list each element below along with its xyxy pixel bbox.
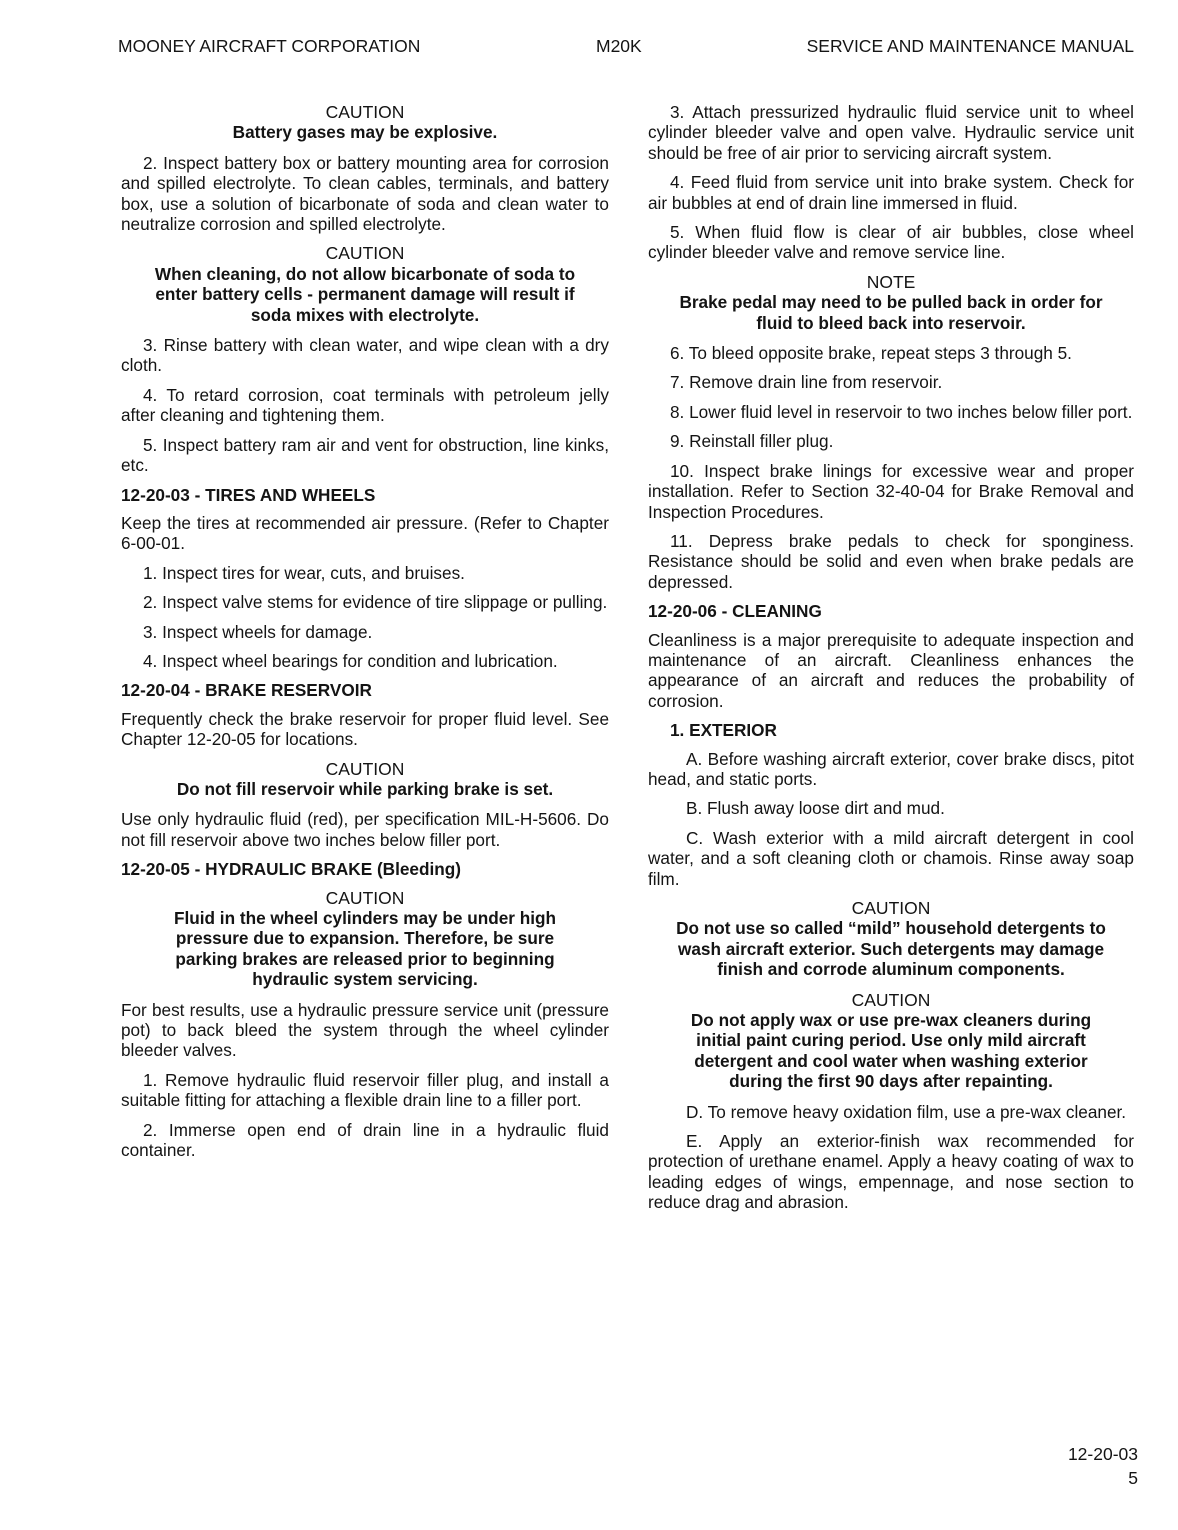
caution-text: Fluid in the wheel cylinders may be under high pressure due to expansion. Therefore, be sure parking brakes are released prior to beginning hydraulic system servicing. [173,908,556,990]
caution-text: Do not fill reservoir while parking brake is set. [176,778,554,799]
bleeding-step: 9. Reinstall filler plug. [670,431,834,452]
caution-title: CAUTION [851,898,931,918]
exterior-step: C. Wash exterior with a mild aircraft detergent in cool water, and a soft cleaning cloth or chamois. Rinse away soap film. [648,827,1134,889]
caution-title: CAUTION [325,243,405,264]
section-heading-cleaning: 12-20-06 - CLEANING [648,601,822,622]
bleeding-step: 2. Immerse open end of drain line in a hydraulic fluid container. [121,1119,609,1161]
left-column [121,102,609,1169]
caution-title: CAUTION [325,758,405,779]
footer-section-number: 12-20-03 [1067,1444,1138,1464]
caution-text: Battery gases may be explosive. [232,122,498,143]
caution-bicarbonate [121,243,609,325]
exterior-step: A. Before washing aircraft exterior, cover brake discs, pitot head, and static ports. [648,748,1134,789]
battery-step-5: 5. Inspect battery ram air and vent for obstruction, line kinks, etc. [121,434,609,476]
bleeding-step: 10. Inspect brake linings for excessive wear and proper installation. Refer to Section 32-40-04 for Brake Removal and Inspection Procedures. [648,460,1134,522]
reservoir-fluid-spec: Use only hydraulic fluid (red), per specification MIL-H-5606. Do not fill reservoir above two inches below filler port. [121,809,609,850]
bleeding-step: 7. Remove drain line from reservoir. [670,372,943,393]
caution-text: Do not use so called “mild” household detergents to wash aircraft exterior. Such detergents may damage finish and corrode aluminum components. [676,918,1106,980]
caution-battery-gases [121,102,609,143]
caution-household-detergents [648,898,1134,980]
caution-title: CAUTION [325,887,405,908]
header-company: MOONEY AIRCRAFT CORPORATION [118,36,421,56]
battery-step-3: 3. Rinse battery with clean water, and wipe clean with a dry cloth. [121,335,609,376]
tires-step: 3. Inspect wheels for damage. [143,621,373,642]
section-heading-brake-reservoir: 12-20-04 - BRAKE RESERVOIR [121,680,372,701]
bleeding-step: 3. Attach pressurized hydraulic fluid service unit to wheel cylinder bleeder valve and open valve. Hydraulic service unit should be free of air prior to servicing aircraft system. [648,102,1134,163]
caution-parking-brake [121,759,609,800]
bleeding-intro: For best results, use a hydraulic pressure service unit (pressure pot) to back bleed the system through the wheel cylinder bleeder valves. [121,999,609,1061]
exterior-step: E. Apply an exterior-finish wax recommended for protection of urethane enamel. Apply a heavy coating of wax to leading edges of wings, empennage, and nose section to reduce drag and abrasion. [648,1131,1134,1213]
note-text: Brake pedal may need to be pulled back in order for fluid to bleed back into reservoir. [679,292,1103,333]
bleeding-step: 8. Lower fluid level in reservoir to two inches below filler port. [670,401,1133,422]
tires-step: 2. Inspect valve stems for evidence of tire slippage or pulling. [143,592,608,613]
exterior-subheading: 1. EXTERIOR [670,720,777,741]
note-brake-pedal [648,272,1134,333]
page-header [118,36,1134,60]
caution-text: Do not apply wax or use pre-wax cleaners during initial paint curing period. Use only mild aircraft detergent and cool water when washing exterior during the first 90 days after repainting. [690,1010,1092,1092]
cleaning-intro: Cleanliness is a major prerequisite to adequate inspection and maintenance of an aircraft. Cleanliness enhances the appearance of an aircraft and reduces the probability of corrosion. [648,629,1134,711]
caution-title: CAUTION [325,102,405,122]
caution-text: When cleaning, do not allow bicarbonate of soda to enter battery cells - permanent damage will result if soda mixes with electrolyte. [154,263,576,325]
bleeding-step: 4. Feed fluid from service unit into brake system. Check for air bubbles at end of drain line immersed in fluid. [648,172,1134,213]
exterior-step: B. Flush away loose dirt and mud. [686,798,945,819]
bleeding-step: 1. Remove hydraulic fluid reservoir filler plug, and install a suitable fitting for attaching a flexible drain line to a filler port. [121,1069,609,1111]
note-title: NOTE [866,271,916,292]
footer-page-number: 5 [1128,1468,1138,1488]
right-column [648,102,1134,1222]
bleeding-step: 5. When fluid flow is clear of air bubbles, close wheel cylinder bleeder valve and remove service line. [648,222,1134,263]
bleeding-step: 11. Depress brake pedals to check for sponginess. Resistance should be solid and even when brake pedals are depressed. [648,530,1134,592]
exterior-step: D. To remove heavy oxidation film, use a pre-wax cleaner. [686,1101,1127,1122]
battery-step-2: 2. Inspect battery box or battery mounting area for corrosion and spilled electrolyte. To clean cables, terminals, and battery box, use a solution of bicarbonate of soda and clean water to neutralize corrosion and spilled electrolyte. [121,152,609,235]
bleeding-step: 6. To bleed opposite brake, repeat steps 3 through 5. [670,343,1072,364]
battery-step-4: 4. To retard corrosion, coat terminals with petroleum jelly after cleaning and tightening them. [121,384,609,426]
caution-title: CAUTION [851,989,931,1010]
tires-step: 4. Inspect wheel bearings for condition and lubrication. [143,650,558,671]
tires-intro: Keep the tires at recommended air pressure. (Refer to Chapter 6-00-01. [121,512,609,554]
caution-wax-curing [648,990,1134,1092]
header-model: M20K [596,36,642,56]
page-footer [1068,1442,1138,1490]
caution-wheel-cylinder-pressure [121,888,609,990]
tires-step: 1. Inspect tires for wear, cuts, and bruises. [143,562,465,583]
reservoir-intro: Frequently check the brake reservoir for proper fluid level. See Chapter 12-20-05 for locations. [121,708,609,750]
section-heading-brake-bleeding: 12-20-05 - HYDRAULIC BRAKE (Bleeding) [121,859,461,880]
section-heading-tires: 12-20-03 - TIRES AND WHEELS [121,484,376,505]
header-manual-title: SERVICE AND MAINTENANCE MANUAL [806,36,1134,56]
